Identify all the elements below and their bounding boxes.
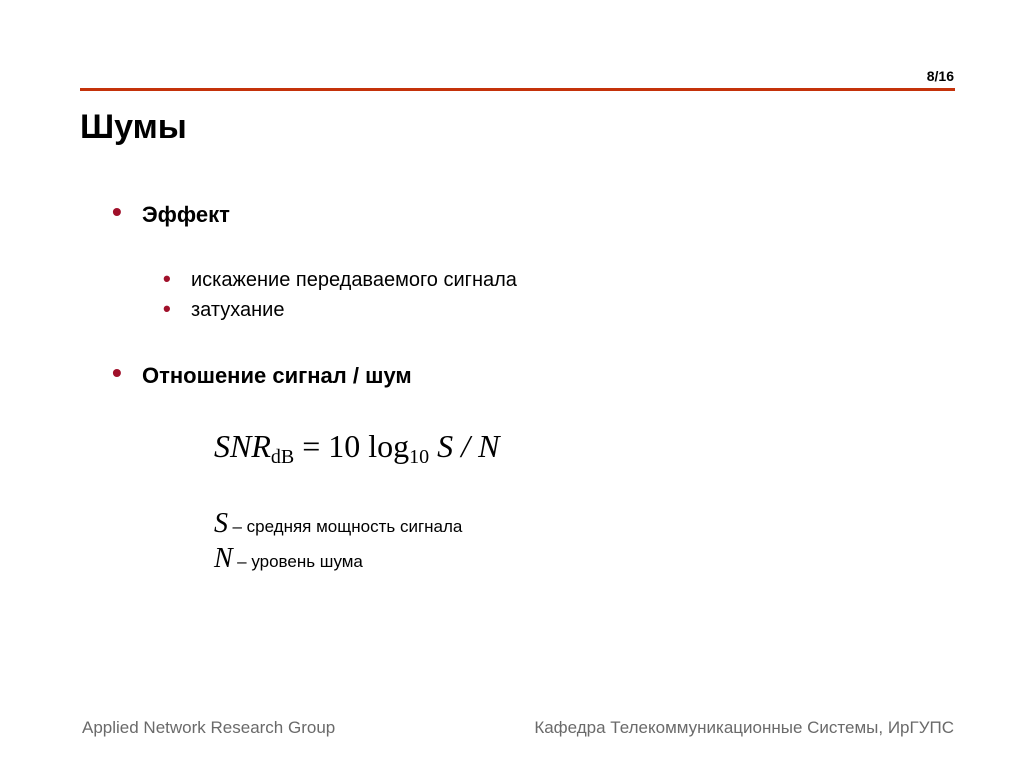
formula-log-base: 10 xyxy=(409,446,430,468)
slide-title: Шумы xyxy=(80,108,187,146)
bullet-icon: • xyxy=(112,196,122,227)
definition-s xyxy=(214,508,462,540)
bullet-icon: • xyxy=(163,266,171,291)
section-heading-snr: Отношение сигнал / шум xyxy=(142,363,412,388)
definition-text: – уровень шума xyxy=(237,552,363,571)
list-item: затухание xyxy=(191,299,285,321)
bullet-icon: • xyxy=(112,357,122,388)
bullet-icon: • xyxy=(163,296,171,321)
definition-n xyxy=(214,543,363,575)
snr-formula xyxy=(214,428,500,468)
formula-equals: = 10 log xyxy=(302,428,410,464)
header-rule xyxy=(80,88,955,91)
formula-lhs-subscript: dB xyxy=(270,446,295,468)
definition-text: – средняя мощность сигнала xyxy=(232,517,463,536)
section-heading-effect: Эффект xyxy=(142,202,230,227)
definition-symbol: N xyxy=(214,543,233,574)
formula-lhs: SNR xyxy=(214,428,271,464)
page-number: 8/16 xyxy=(926,68,954,84)
formula-rhs: S / N xyxy=(437,428,500,464)
footer-group-name: Applied Network Research Group xyxy=(82,718,336,737)
definition-symbol: S xyxy=(214,508,228,539)
footer-department: Кафедра Телекоммуникационные Системы, ИрГУПС xyxy=(534,718,954,737)
list-item: искажение передаваемого сигнала xyxy=(191,269,517,291)
